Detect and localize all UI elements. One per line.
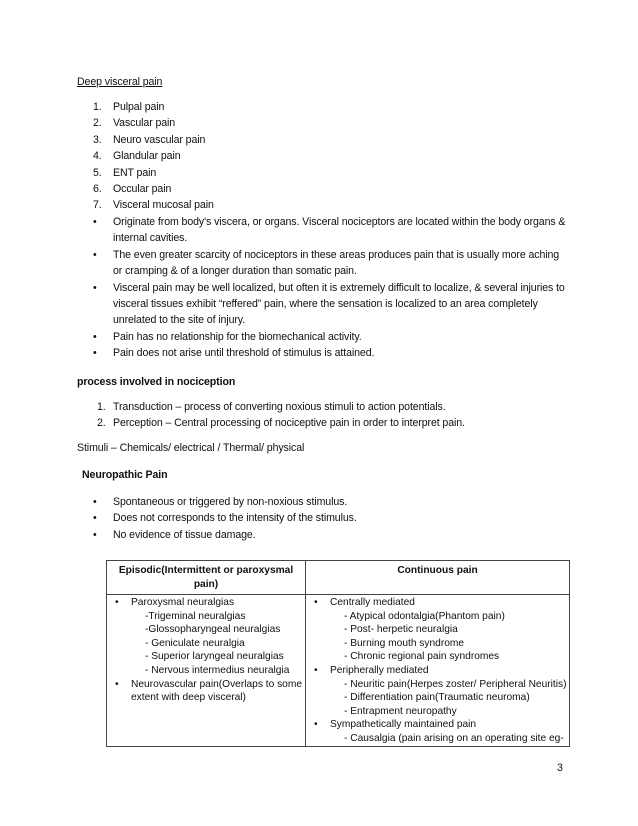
list-text: Neuro vascular pain	[113, 133, 206, 146]
list-text: No evidence of tissue damage.	[113, 528, 256, 541]
list-item	[77, 148, 547, 164]
list-item	[77, 494, 567, 510]
sub-item: - Geniculate neuralgia	[145, 637, 245, 649]
table-header-row	[107, 561, 570, 595]
list-item	[77, 399, 567, 415]
neuropathic-title: Neuropathic Pain	[82, 469, 168, 481]
visceral-bullet-list	[77, 214, 567, 362]
list-item	[308, 596, 567, 664]
list-text: Sympathetically maintained pain	[330, 719, 477, 731]
list-item	[77, 527, 567, 543]
list-item	[77, 415, 567, 431]
list-item	[77, 132, 547, 148]
bullet-icon: •	[115, 597, 119, 608]
list-text: Pain has no relationship for the biomechanical activity.	[113, 330, 362, 343]
bullet-icon: •	[314, 664, 318, 676]
list-number: 1.	[97, 401, 106, 413]
list-item	[77, 280, 567, 329]
header-episodic: Episodic(Intermittent or paroxysmal pain)	[107, 561, 306, 595]
list-text: Perception – Central processing of nociceptive pain in order to interpret pain.	[113, 417, 465, 430]
bullet-icon: •	[93, 496, 97, 508]
list-text: Pain does not arise until threshold of stimulus is attained.	[113, 347, 375, 360]
pain-type-list	[77, 99, 547, 214]
header-continuous: Continuous pain	[306, 561, 570, 595]
list-text: Paroxysmal neuralgias	[131, 597, 235, 608]
list-text: Pulpal pain	[113, 101, 165, 113]
list-item	[77, 214, 567, 247]
list-text: Vascular pain	[113, 117, 176, 130]
sub-item: - Differentiation pain(Traumatic neuroma)	[344, 692, 530, 704]
sub-item: - Neuritic pain(Herpes zoster/ Peripheral Neuritis)	[344, 678, 567, 690]
continuous-cell	[306, 595, 570, 747]
bullet-icon: •	[93, 528, 97, 541]
list-item	[77, 329, 567, 345]
sub-item: - Atypical odontalgia(Phantom pain)	[344, 610, 505, 622]
list-number: 1.	[93, 101, 102, 113]
list-number: 2.	[93, 117, 102, 130]
list-item	[109, 596, 303, 678]
list-text: Centrally mediated	[330, 597, 415, 608]
list-text: Occular pain	[113, 182, 172, 195]
list-number: 7.	[93, 199, 102, 212]
list-item	[77, 197, 547, 213]
list-item	[77, 345, 567, 361]
sub-item: - Nervous intermedius neuralgia	[145, 664, 290, 676]
bullet-icon: •	[93, 248, 97, 261]
bullet-icon: •	[314, 719, 318, 731]
list-text: Spontaneous or triggered by non-noxious stimulus.	[113, 496, 348, 508]
list-text: The even greater scarcity of nociceptors in these areas produces pain that is usually more aching or cramping & of a longer duration than somatic pain.	[113, 248, 560, 278]
sub-item: - Superior laryngeal neuralgias	[145, 651, 284, 663]
list-item	[77, 510, 567, 526]
list-text: Neurovascular pain(Overlaps to some extent with deep visceral)	[131, 678, 302, 704]
sub-item: - Entrapment neuropathy	[344, 705, 457, 717]
list-text: Glandular pain	[113, 150, 181, 163]
list-text: Transduction – process of converting noxious stimuli to action potentials.	[113, 401, 446, 413]
process-title: process involved in nociception	[77, 376, 236, 388]
list-item	[77, 181, 547, 197]
sub-item: - Causalgia (pain arising on an operating site eg-	[344, 732, 564, 744]
table-row	[107, 595, 570, 747]
list-text: ENT pain	[113, 166, 157, 179]
episodic-cell	[107, 595, 306, 747]
list-text: Peripherally mediated	[330, 664, 429, 676]
sub-item: - Chronic regional pain syndromes	[344, 651, 500, 663]
list-item	[77, 115, 547, 131]
list-number: 3.	[93, 133, 102, 146]
list-item	[308, 664, 567, 718]
sub-item: - Burning mouth syndrome	[344, 637, 465, 649]
sub-item: -Trigeminal neuralgias	[145, 610, 246, 622]
sub-item: -Glossopharyngeal neuralgias	[145, 624, 281, 636]
bullet-icon: •	[93, 216, 97, 228]
bullet-icon: •	[93, 347, 97, 360]
stimuli-line: Stimuli – Chemicals/ electrical / Thermal/ physical	[77, 442, 305, 454]
bullet-icon: •	[93, 330, 97, 343]
list-number: 6.	[93, 182, 102, 195]
list-item	[77, 165, 547, 181]
list-item	[308, 718, 567, 745]
bullet-icon: •	[93, 512, 97, 525]
bullet-icon: •	[93, 281, 97, 294]
list-number: 2.	[97, 417, 106, 430]
list-number: 4.	[93, 150, 102, 163]
list-item	[77, 247, 567, 280]
page-number: 3	[557, 762, 563, 774]
list-item	[77, 99, 547, 115]
list-text: Does not corresponds to the intensity of the stimulus.	[113, 512, 357, 525]
section-title: Deep visceral pain	[77, 76, 163, 88]
bullet-icon: •	[115, 678, 119, 690]
bullet-icon: •	[314, 597, 318, 608]
process-list	[77, 399, 567, 432]
list-text: Visceral pain may be well localized, but often it is extremely difficult to localize, & several injuries to visceral tissues exhibit “reffered” pain, where the sensation is localized to an area completely unrelated to the site of injury.	[113, 281, 565, 327]
list-text: Originate from body's viscera, or organs. Visceral nociceptors are located within the body organs & internal cavities.	[113, 216, 566, 245]
list-item	[109, 678, 303, 705]
list-number: 5.	[93, 166, 102, 179]
neuropathic-bullet-list	[77, 494, 567, 543]
pain-classification-table	[106, 560, 570, 747]
list-text: Visceral mucosal pain	[113, 199, 214, 212]
sub-item: - Post- herpetic neuralgia	[344, 624, 458, 636]
